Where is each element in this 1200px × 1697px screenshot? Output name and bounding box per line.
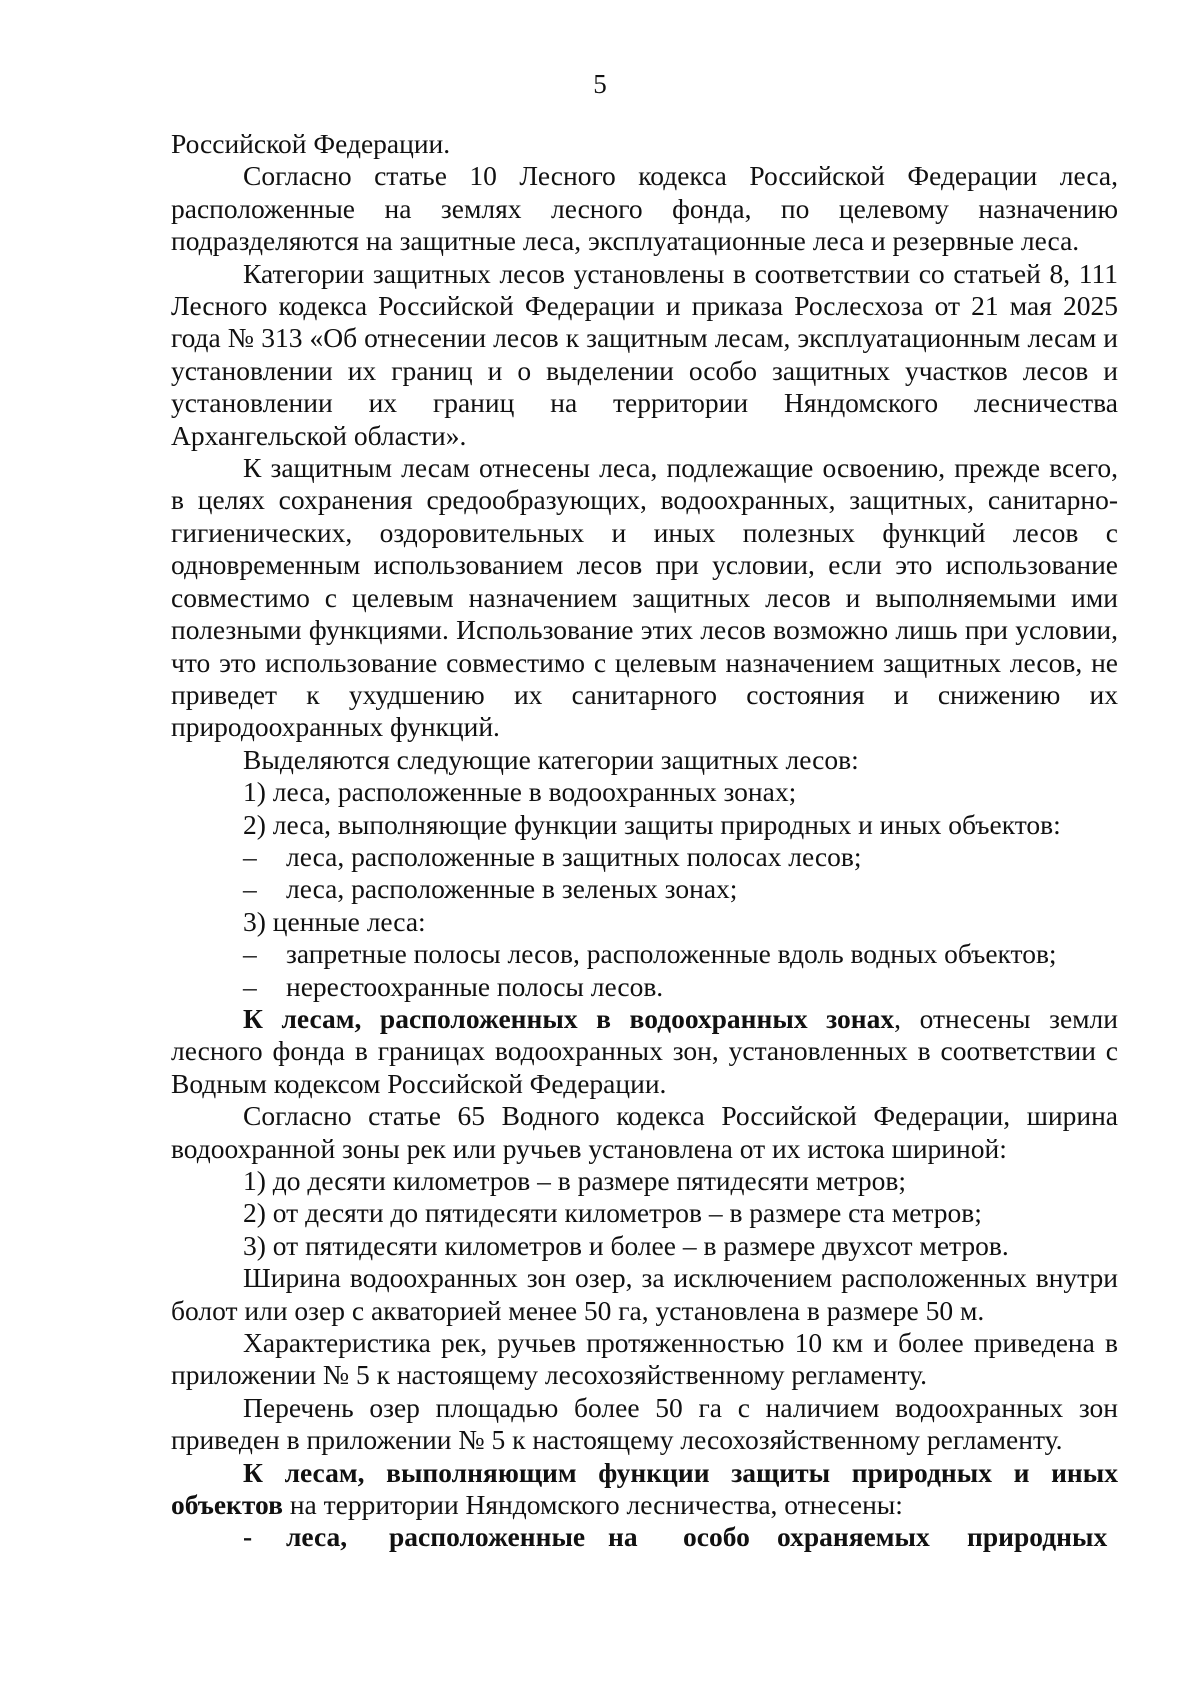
paragraph-text: на территории Няндомского лесничества, отнесены: bbox=[282, 1489, 903, 1521]
word: расположенные bbox=[389, 1521, 586, 1553]
paragraph: Перечень озер площадью более 50 га с наличием водоохранных зон приведен в приложении № 5 к настоящему лесохозяйственному регламенту. bbox=[171, 1391, 1118, 1456]
dash-item-text: леса, расположенные в защитных полосах лесов; bbox=[286, 840, 862, 872]
dash-marker: – bbox=[243, 873, 257, 905]
dash-marker: – bbox=[243, 938, 257, 970]
paragraph: Ширина водоохранных зон озер, за исключением расположенных внутри болот или озер с акваторией менее 50 га, установлена в размере 50 м. bbox=[171, 1262, 1118, 1326]
list-heading: Выделяются следующие категории защитных лесов: bbox=[243, 743, 859, 775]
paragraph: К защитным лесам отнесены леса, подлежащие освоению, прежде всего, в целях сохранения средообразующих, водоохранных, защитных, санитарно-гигиенических, оздоровительных и иных полезных функций лесов с одновременным использованием лесов при условии, если это использование совместимо с целевым назначением защитных лесов и выполняемыми ими полезными функциями. Использование этих лесов возможно лишь при условии, что это использование совместимо с целевым назначением защитных лесов, не приведет к ухудшению их санитарного состояния и снижению их природоохранных функций. bbox=[171, 452, 1118, 743]
dash-marker: – bbox=[243, 970, 257, 1002]
paragraph: Согласно статье 10 Лесного кодекса Российской Федерации леса, расположенные на землях лесного фонда, по целевому назначению подразделяются на защитные леса, эксплуатационные леса и резервные леса. bbox=[171, 160, 1118, 257]
paragraph bbox=[171, 1003, 1118, 1100]
document-body bbox=[171, 128, 1118, 1554]
word: леса, bbox=[286, 1521, 348, 1553]
paragraph bbox=[171, 1457, 1118, 1522]
bold-lead: К лесам, выполняющим функции защиты природных и иных объектов bbox=[171, 1456, 1118, 1521]
dash-list-item bbox=[171, 938, 1118, 970]
list-item: 1) леса, расположенные в водоохранных зонах; bbox=[243, 776, 797, 808]
word: на bbox=[608, 1521, 638, 1553]
paragraph-text: , отнесены земли лесного фонда в границах водоохранных зон, установленных в соответствии с Водным кодексом Российской Федерации. bbox=[171, 1002, 1118, 1099]
dash-item-text: запретные полосы лесов, расположенные вдоль водных объектов; bbox=[286, 938, 1057, 970]
bold-lead: К лесам, расположенных в водоохранных зонах bbox=[243, 1002, 895, 1034]
page-number: 5 bbox=[593, 69, 607, 99]
dash-marker: - bbox=[243, 1521, 253, 1553]
word: природных bbox=[967, 1521, 1108, 1553]
list-item: 3) от пятидесяти километров и более – в размере двухсот метров. bbox=[243, 1229, 1009, 1261]
dash-marker: – bbox=[243, 840, 257, 872]
list-item: 2) от десяти до пятидесяти километров – в размере ста метров; bbox=[243, 1197, 982, 1229]
list-item: 2) леса, выполняющие функции защиты природных и иных объектов: bbox=[243, 808, 1061, 840]
list-item: 1) до десяти километров – в размере пятидесяти метров; bbox=[243, 1165, 906, 1196]
list-item: 3) ценные леса: bbox=[243, 905, 426, 937]
paragraph: Согласно статье 65 Водного кодекса Российской Федерации, ширина водоохранной зоны рек или ручьев установлена от их истока шириной: bbox=[171, 1100, 1118, 1164]
word: охраняемых bbox=[777, 1521, 930, 1553]
dash-list-item bbox=[171, 873, 1118, 905]
dash-item-text: нерестоохранные полосы лесов. bbox=[286, 970, 664, 1002]
dash-list-item bbox=[171, 841, 1118, 873]
paragraph: Российской Федерации. bbox=[171, 128, 451, 159]
dash-item-text: леса, расположенные в зеленых зонах; bbox=[286, 873, 738, 905]
dash-list-item bbox=[171, 971, 1118, 1003]
paragraph: Характеристика рек, ручьев протяженностью 10 км и более приведена в приложении № 5 к настоящему лесохозяйственному регламенту. bbox=[171, 1327, 1118, 1391]
final-dash-line bbox=[171, 1521, 1118, 1553]
paragraph: Категории защитных лесов установлены в соответствии со статьей 8, 111 Лесного кодекса Российской Федерации и приказа Рослесхоза от 21 мая 2025 года № 313 «Об отнесении лесов к защитным лесам, эксплуатационным лесам и установлении их границ и о выделении особо защитных участков лесов и установлении их границ на территории Няндомского лесничества Архангельской области». bbox=[171, 257, 1118, 451]
word: особо bbox=[683, 1521, 750, 1553]
